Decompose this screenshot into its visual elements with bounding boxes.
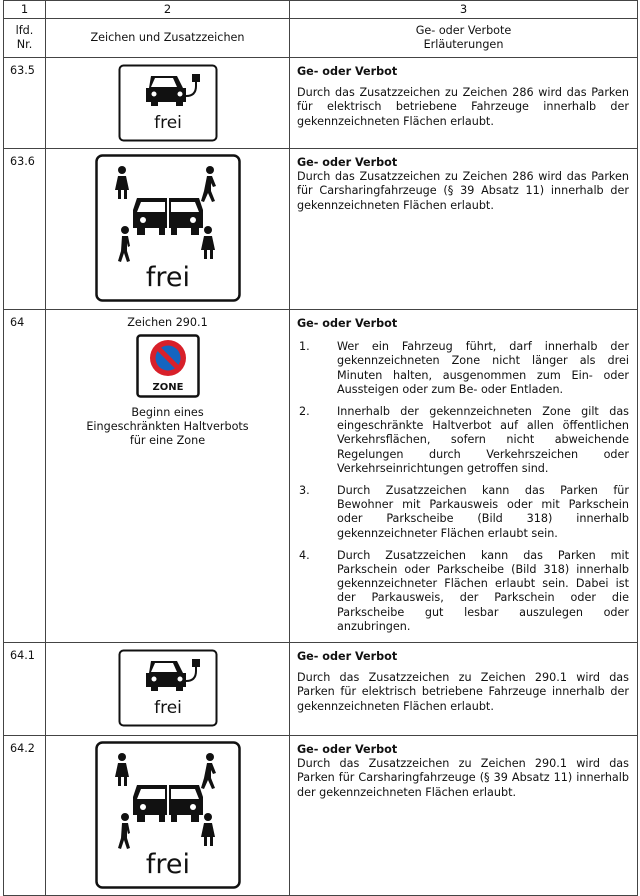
rule-list [297, 340, 629, 634]
header-rule: Ge- oder Verbote Erläuterungen [290, 19, 638, 58]
sign-title: Zeichen 290.1 [127, 316, 208, 329]
header-row [4, 19, 638, 58]
column-number: 3 [290, 1, 638, 19]
rule-text: Durch das Zusatzzeichen zu Zeichen 290.1 wird das Parken für elektrisch betriebene Fahrzeuge innerhalb der gekennzeichneten Flächen erlaubt. [297, 671, 629, 713]
list-number: 1. [299, 340, 310, 354]
rule-heading: Ge- oder Verbot [297, 156, 398, 169]
header-nr: lfd. Nr. [4, 19, 46, 58]
list-text: Durch Zusatzzeichen kann das Parken mit Parkschein oder Parkscheibe (Bild 318) innerhalb gekennzeichneter Flächen erlaubt sein. Dabei ist der Parkausweis, der Parkschein oder die Parkscheibe gut lesbar auszulegen oder anzubringen. [337, 548, 629, 633]
carsharing-sign [95, 154, 241, 302]
sign-text: ZONE [152, 382, 183, 393]
sign-cell [46, 58, 290, 149]
row-number: 64 [4, 310, 46, 643]
sign-text: frei [145, 262, 190, 293]
header-sign: Zeichen und Zusatzzeichen [46, 19, 290, 58]
list-text: Durch Zusatzzeichen kann das Parken für Bewohner mit Parkausweis oder mit Parkschein oder Parkscheibe (Bild 318) innerhalb gekennzeichneter Flächen erlaubt sein. [337, 484, 629, 540]
row-number: 63.6 [4, 149, 46, 310]
rule-heading: Ge- oder Verbot [297, 317, 398, 330]
sign-text: frei [145, 849, 190, 881]
column-number-row [4, 1, 638, 19]
rule-heading: Ge- oder Verbot [297, 65, 398, 78]
rule-text: Durch das Zusatzzeichen zu Zeichen 286 wird das Parken für Carsharingfahrzeuge (§ 39 Absatz 11) innerhalb der gekennzeichneten Flächen erlaubt. [297, 170, 629, 212]
carsharing-sign [95, 741, 241, 889]
rule-cell [290, 58, 638, 149]
rule-heading: Ge- oder Verbot [297, 650, 398, 664]
no-stopping-icon [150, 340, 186, 376]
table-row [4, 643, 638, 736]
sign-cell [46, 643, 290, 736]
sign-text: frei [153, 698, 182, 719]
sign-caption: Beginn eines Eingeschränkten Haltverbots für eine Zone [86, 406, 249, 447]
sign-text: frei [153, 113, 182, 133]
electric-car-sign [118, 649, 218, 727]
rule-cell [290, 149, 638, 310]
row-number: 64.1 [4, 643, 46, 736]
rule-text: Durch das Zusatzzeichen zu Zeichen 290.1 wird das Parken für Carsharingfahrzeuge (§ 39 Absatz 11) innerhalb der gekennzeichneten Flächen erlaubt. [297, 757, 629, 799]
column-number: 2 [46, 1, 290, 19]
rule-cell [290, 310, 638, 643]
regulation-table [3, 0, 638, 896]
list-item [297, 405, 629, 476]
list-item [297, 484, 629, 541]
table-row [4, 149, 638, 310]
table-row [4, 310, 638, 643]
column-number: 1 [4, 1, 46, 19]
table-row [4, 58, 638, 149]
list-number: 3. [299, 484, 310, 498]
list-item [297, 340, 629, 397]
rule-cell [290, 643, 638, 736]
sign-cell [46, 736, 290, 896]
no-stopping-zone-sign [136, 334, 200, 398]
row-number: 63.5 [4, 58, 46, 149]
sign-cell [46, 310, 290, 643]
list-text: Innerhalb der gekennzeichneten Zone gilt das eingeschränkte Haltverbot auf allen öffentlichen Verkehrsflächen, sofern nicht abweichende Regelungen durch Verkehrszeichen oder Verkehrseinrichtungen getroffen sind. [337, 405, 629, 475]
table-row [4, 736, 638, 896]
list-number: 4. [299, 548, 310, 562]
rule-heading: Ge- oder Verbot [297, 743, 398, 757]
list-item [297, 549, 629, 634]
rule-cell [290, 736, 638, 896]
sign-cell [46, 149, 290, 310]
list-number: 2. [299, 405, 310, 419]
list-text: Wer ein Fahrzeug führt, darf innerhalb der gekennzeichneten Zone nicht länger als drei Minuten halten, ausgenommen zum Ein- oder Aussteigen oder zum Be- oder Entladen. [337, 340, 629, 396]
rule-text: Durch das Zusatzzeichen zu Zeichen 286 wird das Parken für elektrisch betriebene Fahrzeuge innerhalb der gekennzeichneten Flächen erlaubt. [297, 86, 629, 128]
row-number: 64.2 [4, 736, 46, 896]
electric-car-sign [118, 64, 218, 142]
